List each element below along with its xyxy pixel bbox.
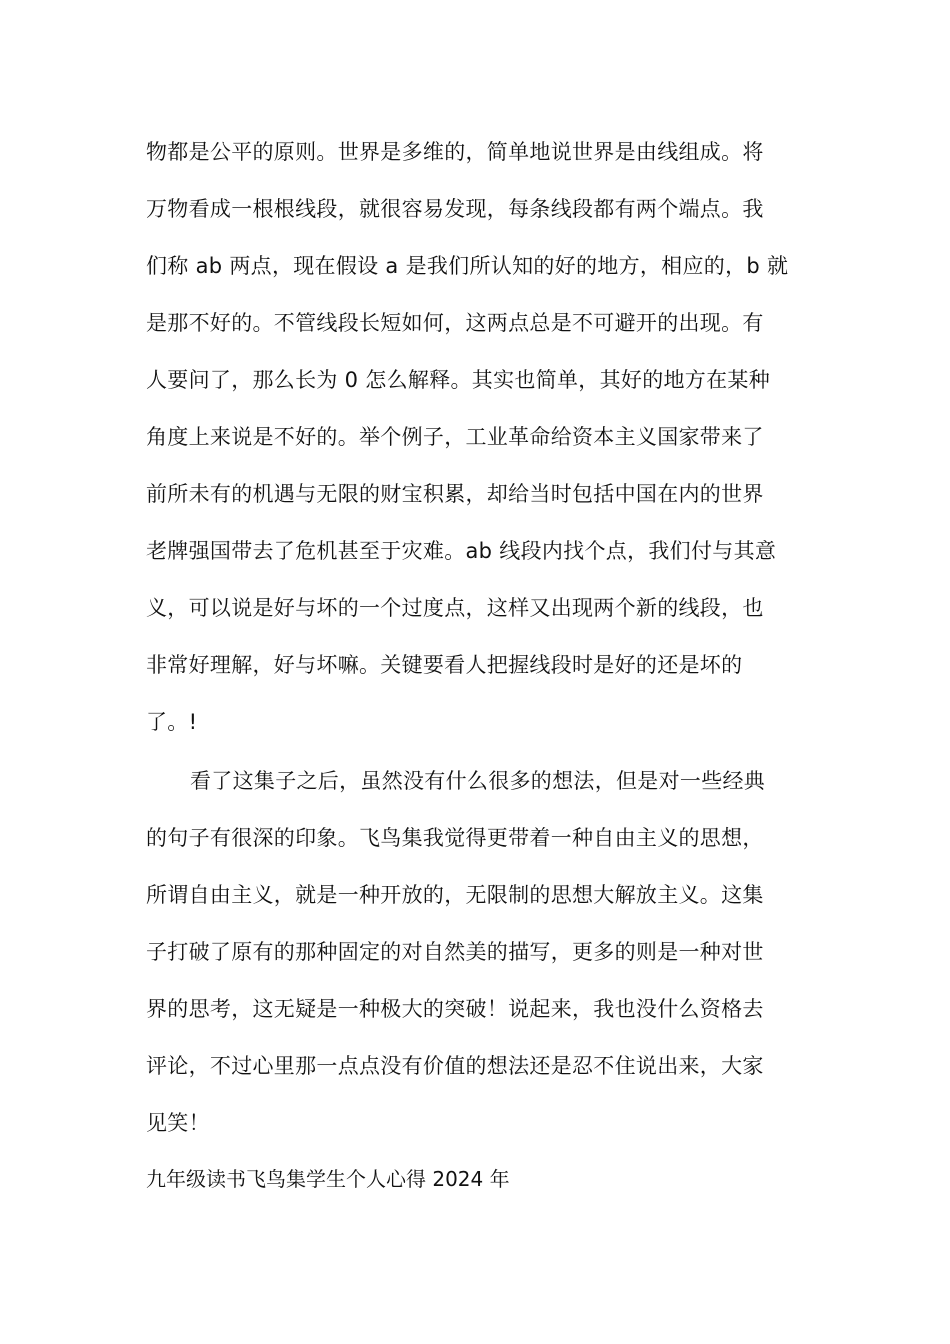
paragraph-line: 所谓自由主义，就是一种开放的，无限制的思想大解放主义。这集 <box>146 883 764 907</box>
paragraph-line: 义，可以说是好与坏的一个过度点，这样又出现两个新的线段，也 <box>146 596 764 620</box>
paragraph-line: 评论，不过心里那一点点没有价值的想法还是忍不住说出来，大家 <box>146 1054 764 1078</box>
paragraph-2 <box>146 753 810 1152</box>
paragraph-1 <box>146 124 810 751</box>
paragraph-line: 是那不好的。不管线段长短如何，这两点总是不可避开的出现。有 <box>146 311 764 335</box>
paragraph-line: 人要问了，那么长为 0 怎么解释。其实也简单，其好的地方在某种 <box>146 368 771 392</box>
paragraph-line: 老牌强国带去了危机甚至于灾难。ab 线段内找个点，我们付与其意 <box>146 539 777 563</box>
paragraph-line: 了。! <box>146 710 198 734</box>
paragraph-line: 的句子有很深的印象。飞鸟集我觉得更带着一种自由主义的思想， <box>146 826 764 850</box>
paragraph-line: 角度上来说是不好的。举个例子，工业革命给资本主义国家带来了 <box>146 425 764 449</box>
paragraph-line: 看了这集子之后，虽然没有什么很多的想法，但是对一些经典 <box>190 769 766 793</box>
paragraph-line: 子打破了原有的那种固定的对自然美的描写，更多的则是一种对世 <box>146 940 764 964</box>
paragraph-line: 见笑！ <box>146 1111 210 1135</box>
paragraph-line: 界的思考，这无疑是一种极大的突破！说起来，我也没什么资格去 <box>146 997 764 1021</box>
paragraph-line: 前所未有的机遇与无限的财宝积累，却给当时包括中国在内的世界 <box>146 482 764 506</box>
paragraph-line: 万物看成一根根线段，就很容易发现，每条线段都有两个端点。我 <box>146 197 764 221</box>
paragraph-line: 物都是公平的原则。世界是多维的，简单地说世界是由线组成。将 <box>146 140 764 164</box>
section-title: 九年级读书飞鸟集学生个人心得 2024 年 <box>146 1167 510 1191</box>
paragraph-line: 非常好理解，好与坏嘛。关键要看人把握线段时是好的还是坏的 <box>146 653 743 677</box>
paragraph-line: 们称 ab 两点，现在假设 a 是我们所认知的好的地方，相应的，b 就 <box>146 254 789 278</box>
